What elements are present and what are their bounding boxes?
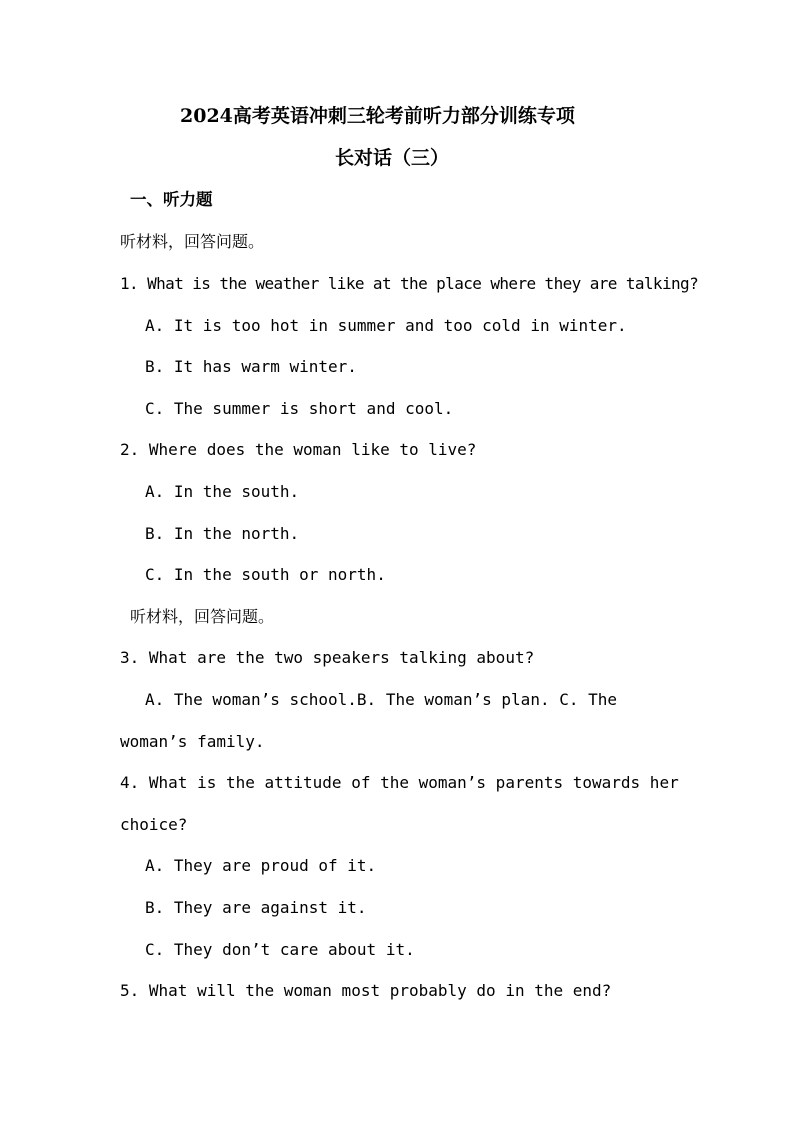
question-1-option-c: C. The summer is short and cool. <box>145 399 454 418</box>
question-2-option-a: A. In the south. <box>145 482 300 501</box>
question-4: 4. What is the attitude of the woman’s parents towards her <box>120 773 679 792</box>
document-subtitle: 长对话（三） <box>335 147 450 169</box>
question-1-option-a: A. It is too hot in summer and too cold in winter. <box>145 316 627 335</box>
question-4-option-c: C. They don’t care about it. <box>145 940 415 959</box>
question-3: 3. What are the two speakers talking about? <box>120 648 535 667</box>
question-4-option-b: B. They are against it. <box>145 898 367 917</box>
question-2-option-b: B. In the north. <box>145 524 300 543</box>
question-4-continued: choice? <box>120 815 188 834</box>
instruction-text: 听材料，回答问题。 <box>130 607 275 626</box>
question-1: 1. What is the weather like at the place where they are talking? <box>120 274 699 293</box>
question-2-option-c: C. In the south or north. <box>145 565 386 584</box>
question-2: 2. Where does the woman like to live? <box>120 440 477 459</box>
question-1-option-b: B. It has warm winter. <box>145 357 357 376</box>
question-4-option-a: A. They are proud of it. <box>145 856 377 875</box>
question-5: 5. What will the woman most probably do in the end? <box>120 981 612 1000</box>
section-heading: 一、听力题 <box>130 190 213 209</box>
instruction-text: 听材料，回答问题。 <box>120 232 265 251</box>
question-3-options: A. The woman’s school.B. The woman’s plan. C. The <box>145 690 618 709</box>
question-3-options-continued: woman’s family. <box>120 732 265 751</box>
document-title: 2024高考英语冲刺三轮考前听力部分训练专项 <box>180 105 575 127</box>
